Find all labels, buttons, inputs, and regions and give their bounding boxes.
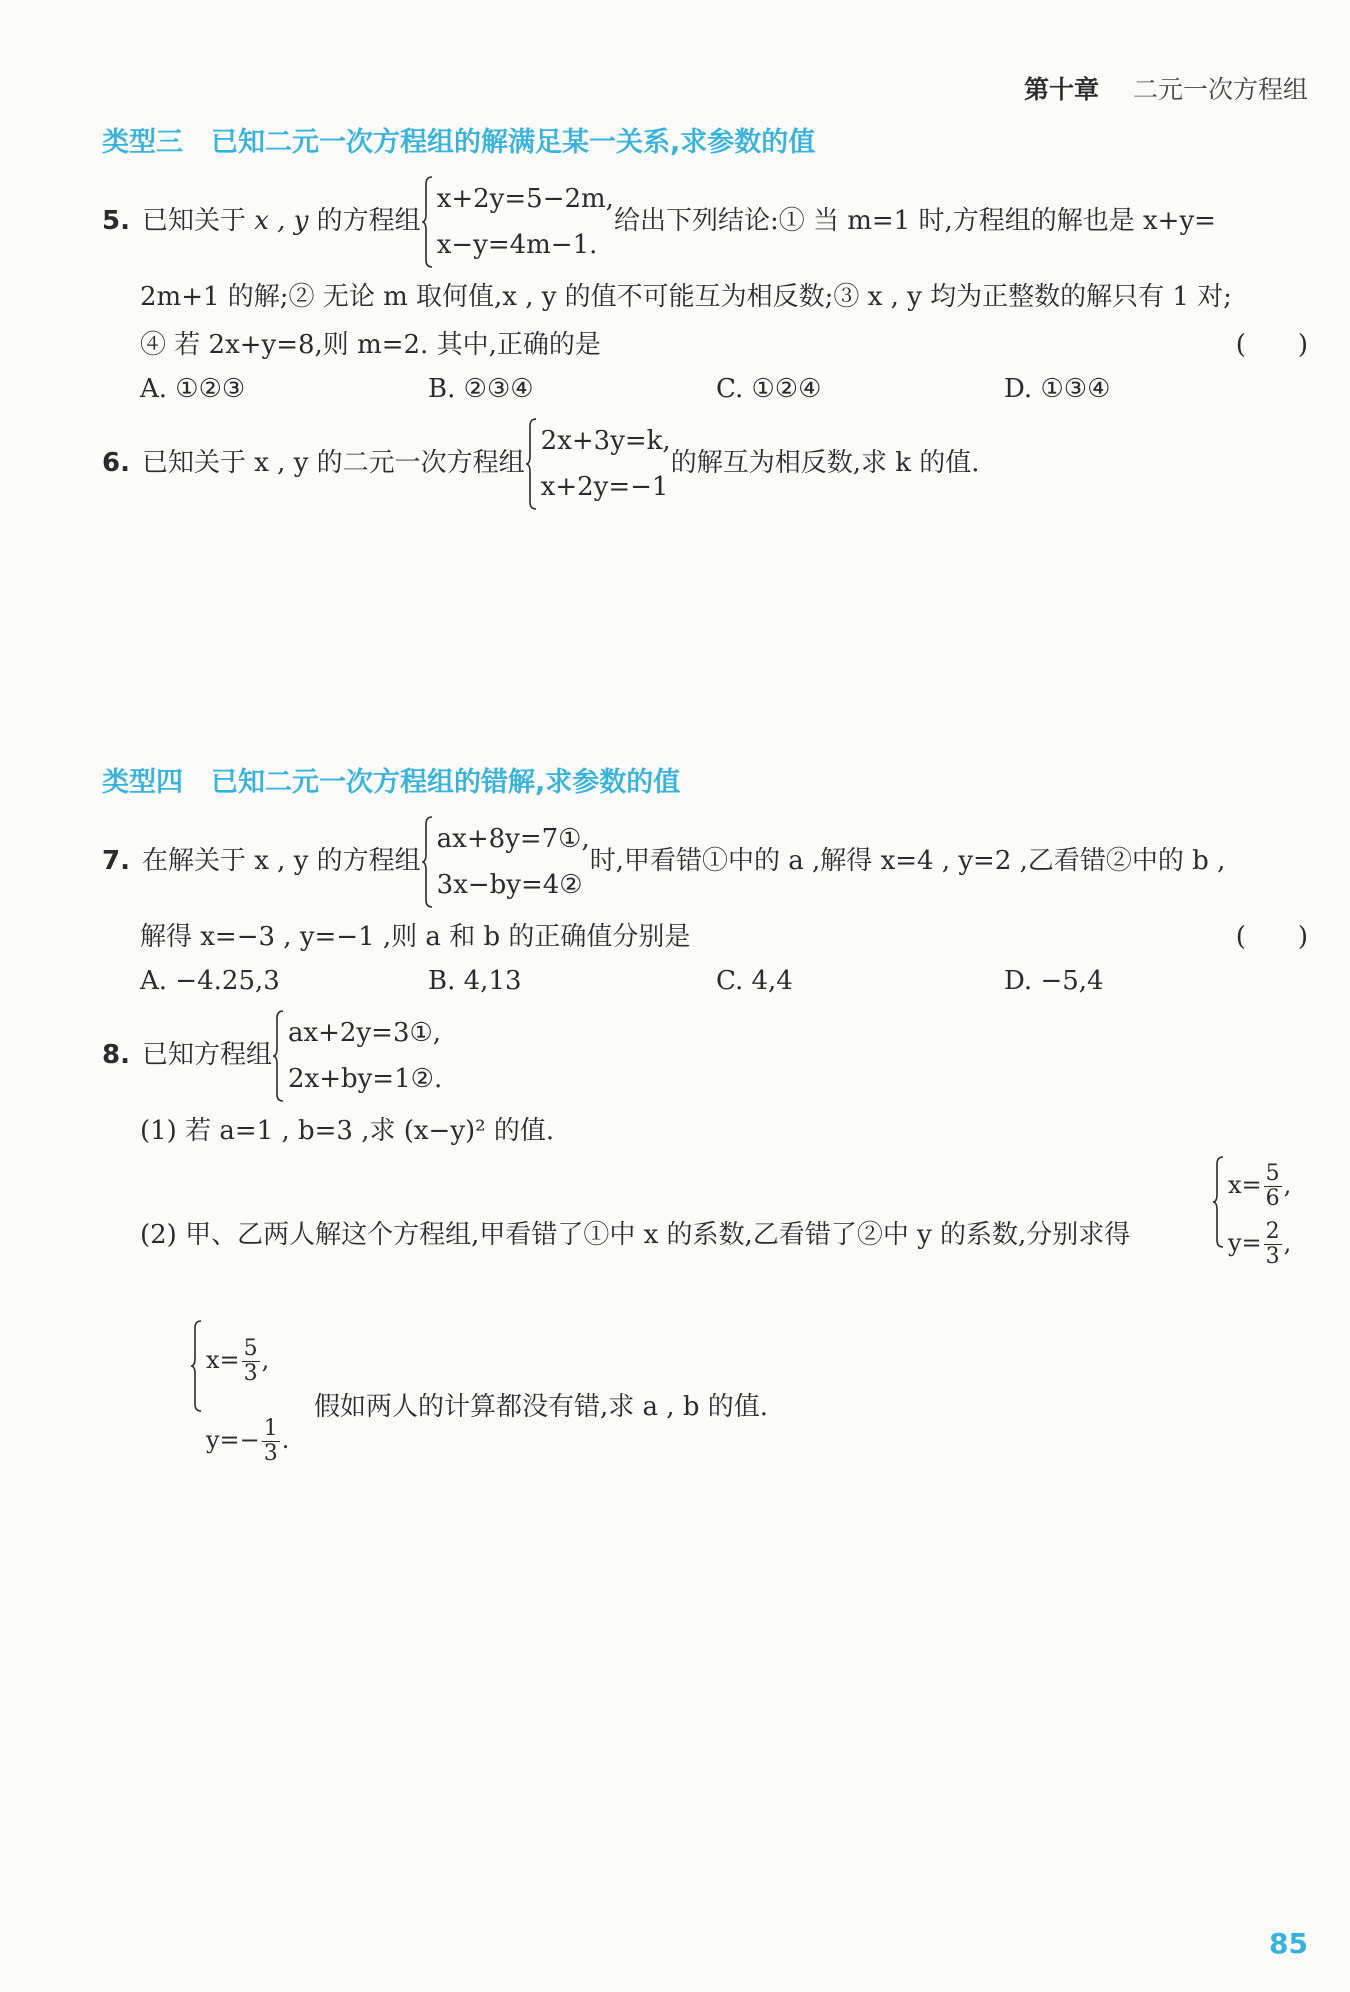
question-8-solution-1 — [1212, 1156, 1291, 1272]
question-8-part2: (2) 甲、乙两人解这个方程组,甲看错了①中 x 的系数,乙看错了②中 y 的系数,分别求得 — [140, 1220, 1131, 1250]
question-7-number: 7. — [102, 846, 130, 876]
question-8-part2-tail: 假如两人的计算都没有错,求 a , b 的值. — [314, 1392, 768, 1422]
page-number: 85 — [1269, 1927, 1308, 1960]
question-5-tail: 给出下列结论:① 当 m=1 时,方程组的解也是 x+y= — [613, 206, 1216, 236]
question-6-lead: 已知关于 x , y 的二元一次方程组 — [141, 448, 525, 478]
question-8-system — [272, 1010, 442, 1102]
question-8-part1: (1) 若 a=1 , b=3 ,求 (x−y)² 的值. — [140, 1116, 555, 1146]
question-5-line2: 2m+1 的解;② 无论 m 取何值,x , y 的值不可能互为相反数;③ x , y 均为正整数的解只有 1 对; — [140, 282, 1232, 312]
question-6 — [102, 418, 980, 510]
question-7-eq2: 3x−by=4② — [436, 870, 583, 900]
solution-1-x: x= $\frac{5}{6}$ , — [1228, 1161, 1292, 1211]
question-7-option-b: B. 4,13 — [428, 966, 522, 996]
question-5-option-b: B. ②③④ — [428, 374, 534, 404]
question-7-lead: 在解关于 x , y 的方程组 — [141, 846, 421, 876]
left-brace-icon — [421, 816, 433, 908]
question-8-eq2: 2x+by=1②. — [287, 1064, 443, 1094]
question-7-line2: 解得 x=−3 , y=−1 ,则 a 和 b 的正确值分别是 — [140, 922, 691, 952]
question-5-eq2: x−y=4m−1. — [436, 230, 598, 260]
section-type3-title: 已知二元一次方程组的解满足某一关系,求参数的值 — [211, 127, 816, 158]
section-type4-title: 已知二元一次方程组的错解,求参数的值 — [211, 767, 681, 798]
question-5-number: 5. — [102, 206, 130, 236]
question-5-vars: x , y — [254, 206, 309, 236]
left-brace-icon — [1212, 1156, 1224, 1248]
question-5-line1 — [102, 176, 1216, 268]
question-6-number: 6. — [102, 448, 130, 478]
question-6-eq2: x+2y=−1 — [540, 472, 669, 502]
chapter-topic: 二元一次方程组 — [1132, 75, 1308, 104]
fraction: $\frac{1}{3}$ — [263, 1416, 278, 1466]
left-brace-icon — [272, 1010, 284, 1102]
question-7-option-a: A. −4.25,3 — [140, 966, 280, 996]
question-6-system — [525, 418, 671, 510]
section-type4-label: 类型四 — [102, 767, 183, 798]
solution-2-y: y=− $\frac{1}{3}$ . — [206, 1416, 290, 1466]
left-brace-icon — [421, 176, 433, 268]
question-7-option-c: C. 4,4 — [716, 966, 793, 996]
question-7-answer-paren: ( ) — [1235, 922, 1308, 952]
fraction: $\frac{5}{6}$ — [1265, 1161, 1280, 1211]
chapter-header — [1024, 70, 1308, 106]
question-5-answer-paren: ( ) — [1235, 330, 1308, 360]
question-5-option-d: D. ①③④ — [1004, 374, 1111, 404]
question-5-lead2: 的方程组 — [316, 206, 421, 236]
section-type4-heading — [102, 760, 680, 799]
question-8-number: 8. — [102, 1040, 130, 1070]
question-8-eq1: ax+2y=3①, — [287, 1018, 442, 1048]
solution-2-x: x= $\frac{5}{3}$ , — [206, 1336, 270, 1386]
left-brace-icon — [190, 1320, 202, 1412]
question-5-system — [421, 176, 614, 268]
question-8 — [102, 1010, 442, 1102]
question-5-option-c: C. ①②④ — [716, 374, 822, 404]
question-6-eq1: 2x+3y=k, — [540, 426, 671, 456]
fraction: $\frac{5}{3}$ — [243, 1336, 258, 1386]
left-brace-icon — [525, 418, 537, 510]
question-8-solution-2 — [190, 1320, 289, 1480]
question-5-option-a: A. ①②③ — [140, 374, 246, 404]
section-type3-label: 类型三 — [102, 127, 183, 158]
question-7-eq1: ax+8y=7①, — [436, 824, 590, 854]
question-6-tail: 的解互为相反数,求 k 的值. — [670, 448, 980, 478]
question-7-line1 — [102, 816, 1225, 908]
question-5-eq1: x+2y=5−2m, — [436, 184, 614, 214]
section-type3-heading — [102, 120, 815, 159]
question-7-system — [421, 816, 590, 908]
question-8-lead: 已知方程组 — [141, 1040, 272, 1070]
chapter-label: 第十章 — [1024, 75, 1100, 104]
question-5-lead: 已知关于 — [141, 206, 246, 236]
solution-1-y: y= $\frac{2}{3}$ , — [1228, 1219, 1292, 1269]
fraction: $\frac{2}{3}$ — [1265, 1219, 1280, 1269]
question-7-option-d: D. −5,4 — [1004, 966, 1104, 996]
question-7-tail: 时,甲看错①中的 a ,解得 x=4 , y=2 ,乙看错②中的 b , — [589, 846, 1226, 876]
question-5-line3: ④ 若 2x+y=8,则 m=2. 其中,正确的是 — [140, 330, 601, 360]
